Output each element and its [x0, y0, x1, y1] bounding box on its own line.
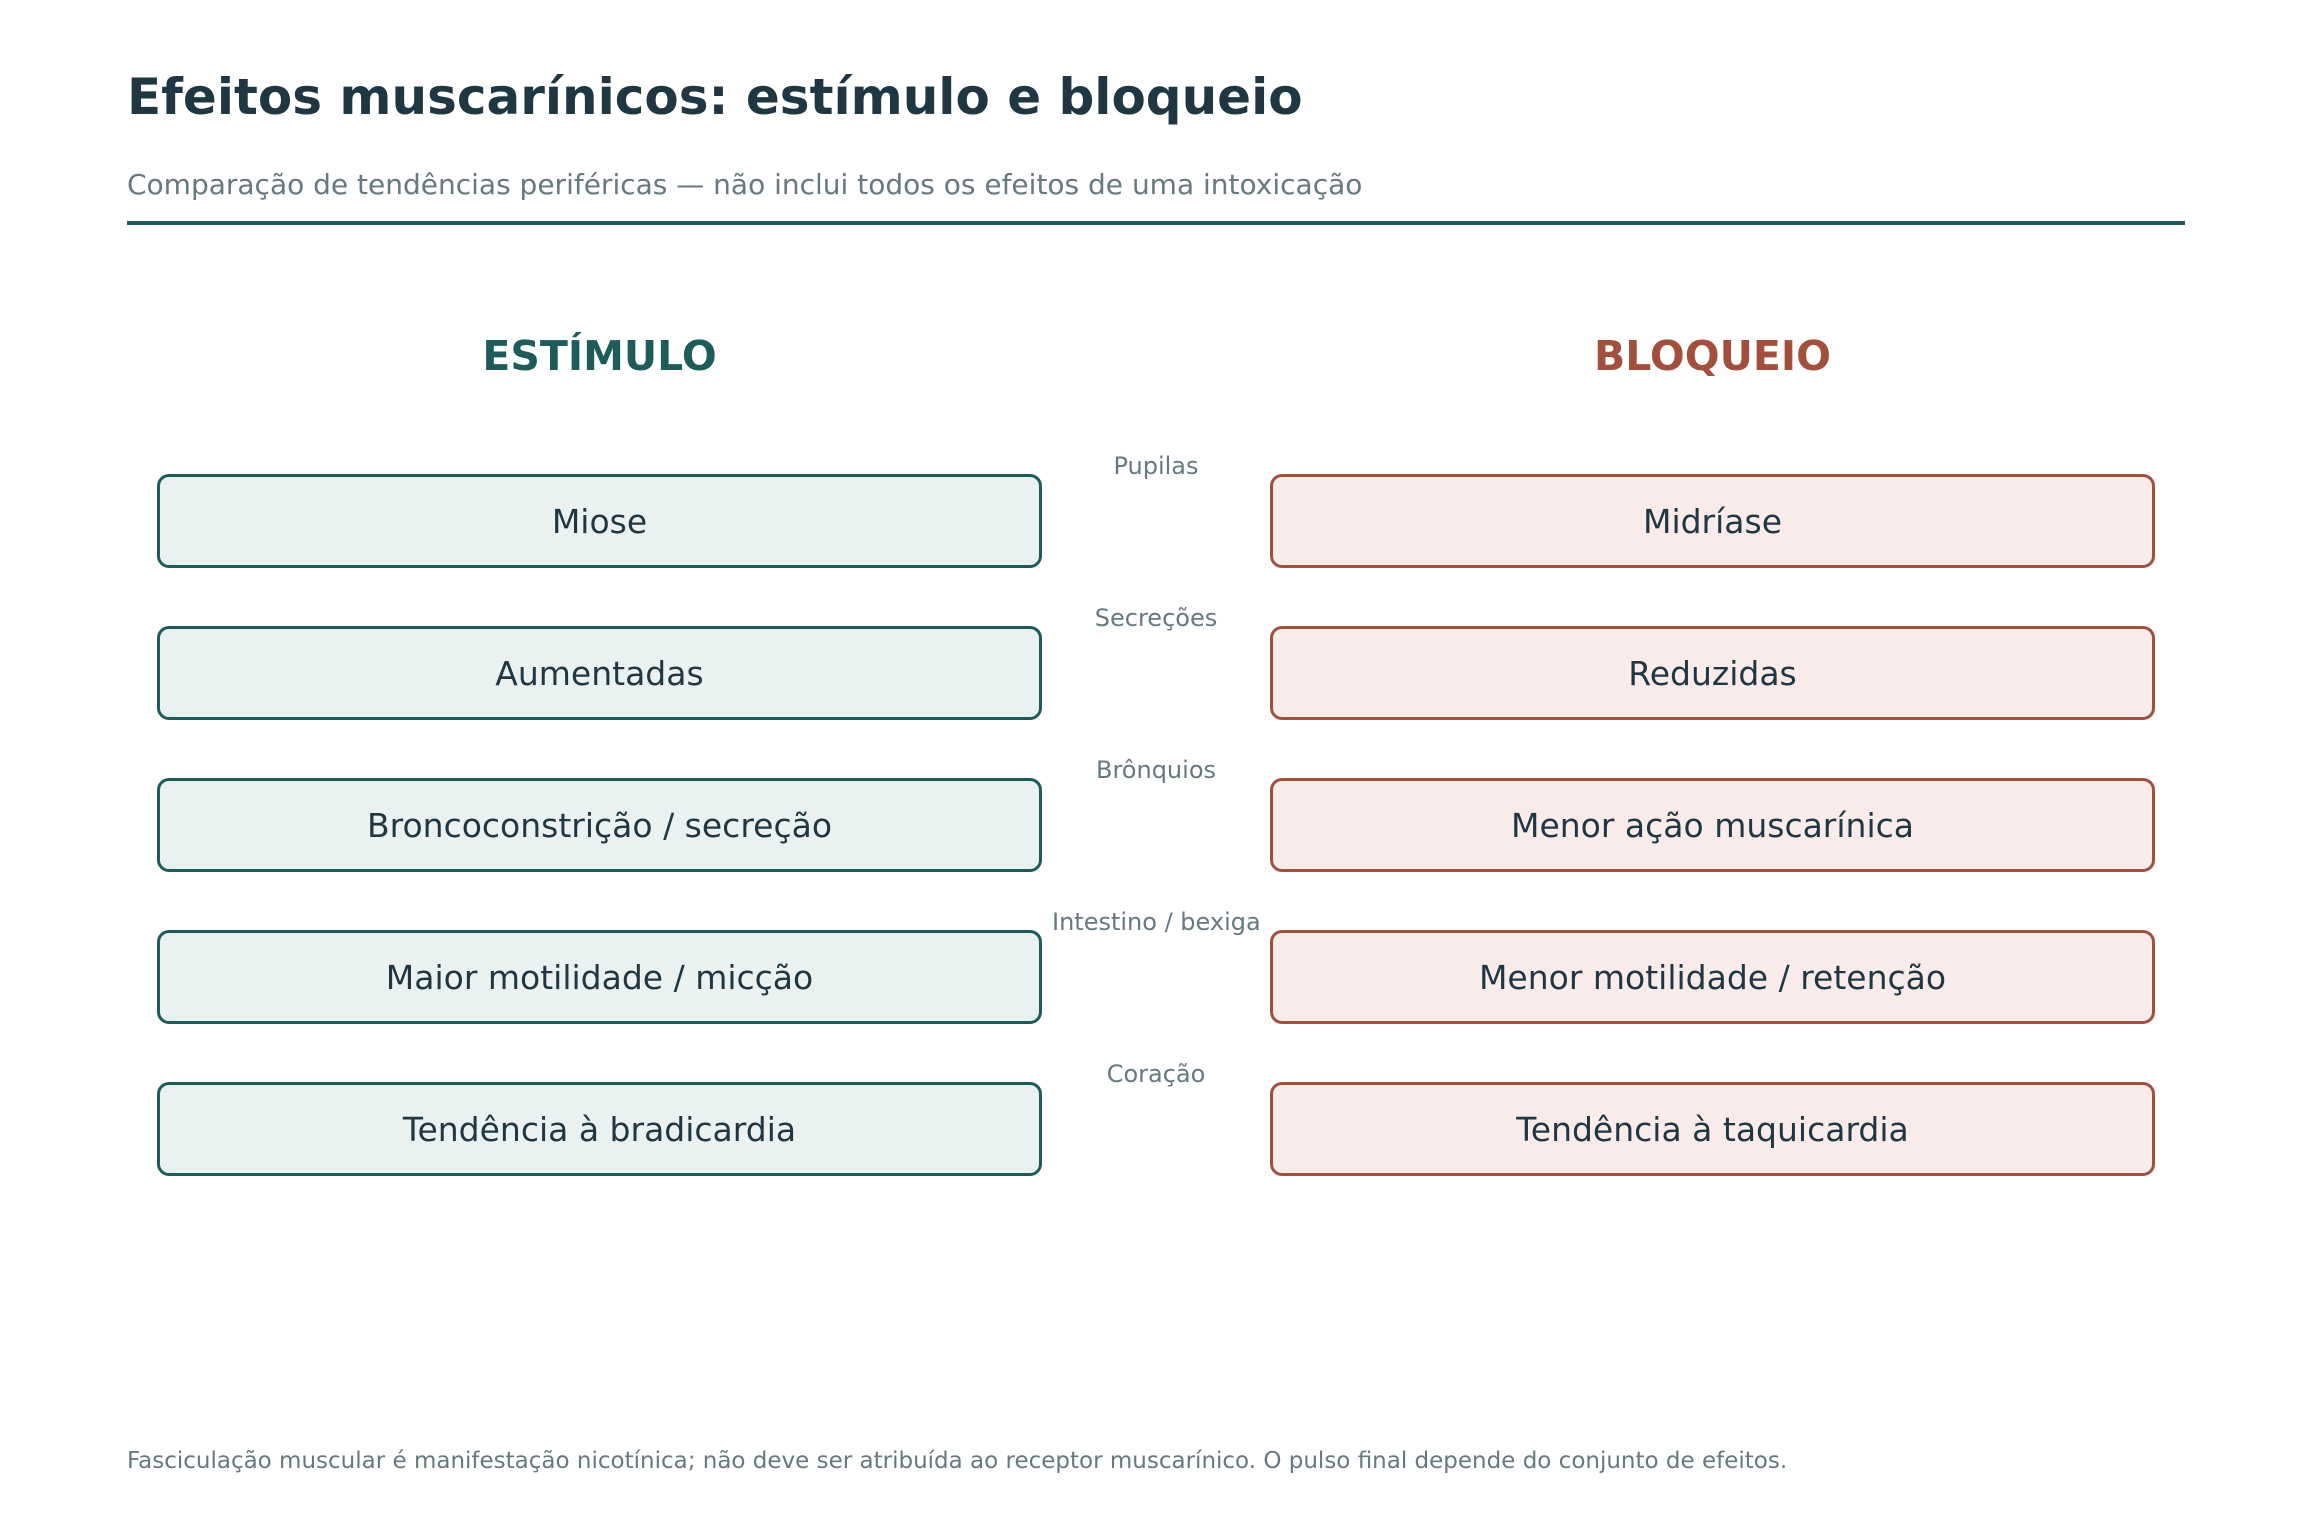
row-category-label: Coração [1106, 1060, 1206, 1088]
footnote: Fasciculação muscular é manifestação nicotínica; não deve ser atribuída ao receptor muscarínico. O pulso final depende do conjunto de efeitos. [127, 1448, 1788, 1474]
comparison-row-heart [0, 1060, 2304, 1176]
header-divider [127, 221, 2185, 225]
page-subtitle: Comparação de tendências periféricas — não inclui todos os efeitos de uma intoxicação [127, 168, 1363, 201]
block-effect-box: Menor ação muscarínica [1270, 778, 2155, 872]
comparison-row-intestine-bladder [0, 908, 2304, 1024]
stimulus-column-heading: ESTÍMULO [482, 332, 717, 380]
row-category-label: Pupilas [1113, 452, 1199, 480]
stimulus-effect-box: Broncoconstrição / secreção [157, 778, 1042, 872]
block-effect-box: Menor motilidade / retenção [1270, 930, 2155, 1024]
row-category-label: Secreções [1094, 604, 1218, 632]
stimulus-effect-box: Miose [157, 474, 1042, 568]
stimulus-effect-box: Tendência à bradicardia [157, 1082, 1042, 1176]
stimulus-effect-box: Maior motilidade / micção [157, 930, 1042, 1024]
comparison-row-bronchi [0, 756, 2304, 872]
comparison-row-secretions [0, 604, 2304, 720]
row-category-label: Intestino / bexiga [1052, 908, 1261, 936]
row-category-label: Brônquios [1096, 756, 1216, 784]
block-effect-box: Reduzidas [1270, 626, 2155, 720]
comparison-row-pupils [0, 452, 2304, 568]
block-column-heading: BLOQUEIO [1593, 332, 1832, 380]
block-effect-box: Tendência à taquicardia [1270, 1082, 2155, 1176]
block-effect-box: Midríase [1270, 474, 2155, 568]
page-title: Efeitos muscarínicos: estímulo e bloqueio [127, 68, 1303, 126]
stimulus-effect-box: Aumentadas [157, 626, 1042, 720]
